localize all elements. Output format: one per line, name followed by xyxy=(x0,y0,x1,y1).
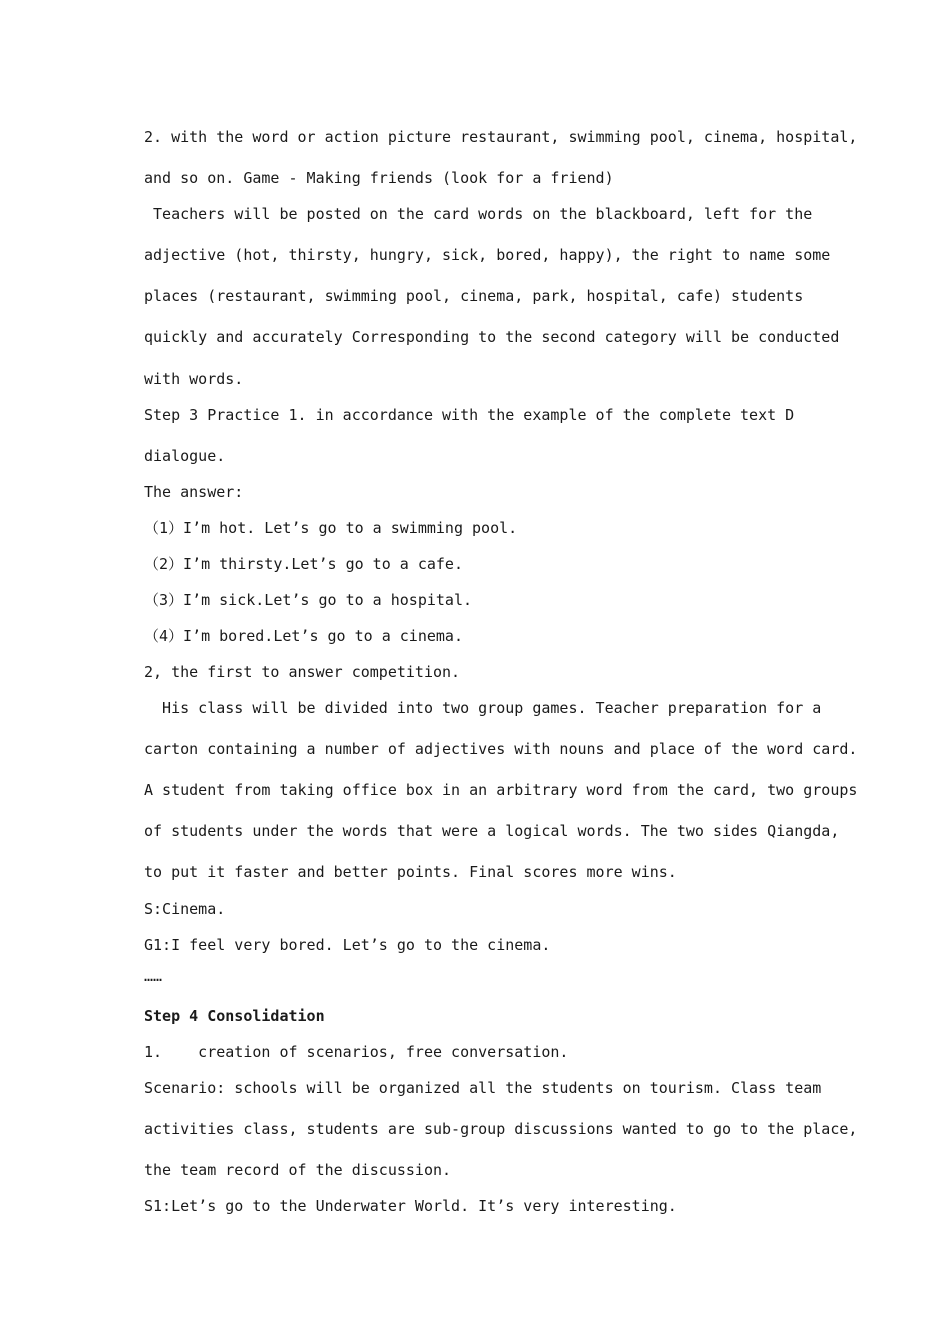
text-line: quickly and accurately Corresponding to the second category will be conducted xyxy=(144,328,840,346)
text-line: Scenario: schools will be organized all the students on tourism. Class team xyxy=(144,1079,822,1097)
text-line: with words. xyxy=(144,370,244,388)
text-line: His class will be divided into two group games. Teacher preparation for a xyxy=(144,699,822,717)
answer-item: （2）I’m thirsty.Let’s go to a cafe. xyxy=(144,555,463,573)
text-line: 2, the first to answer competition. xyxy=(144,663,461,681)
text-line: carton containing a number of adjectives with nouns and place of the word card. xyxy=(144,740,858,758)
text-line: adjective (hot, thirsty, hungry, sick, bored, happy), the right to name some xyxy=(144,246,831,264)
step-heading: Step 3 Practice 1. in accordance with the example of the complete text D xyxy=(144,406,795,424)
text-line: 1. creation of scenarios, free conversation. xyxy=(144,1043,569,1061)
text-line: to put it faster and better points. Final scores more wins. xyxy=(144,863,677,881)
dialogue-line: S:Cinema. xyxy=(144,900,226,918)
text-line: the team record of the discussion. xyxy=(144,1161,452,1179)
text-line: A student from taking office box in an arbitrary word from the card, two groups xyxy=(144,781,858,799)
text-line: 2. with the word or action picture restaurant, swimming pool, cinema, hospital, xyxy=(144,128,858,146)
answer-label: The answer: xyxy=(144,483,244,501)
dialogue-line: S1:Let’s go to the Underwater World. It’s very interesting. xyxy=(144,1197,677,1215)
text-line: activities class, students are sub-group discussions wanted to go to the place, xyxy=(144,1120,858,1138)
text-line: Teachers will be posted on the card words on the blackboard, left for the xyxy=(144,205,813,223)
section-heading: Step 4 Consolidation xyxy=(144,1007,325,1025)
answer-item: （3）I’m sick.Let’s go to a hospital. xyxy=(144,591,473,609)
answer-item: （4）I’m bored.Let’s go to a cinema. xyxy=(144,627,463,645)
text-line: and so on. Game - Making friends (look for a friend) xyxy=(144,169,614,187)
text-line: of students under the words that were a logical words. The two sides Qiangda, xyxy=(144,822,840,840)
text-line: dialogue. xyxy=(144,447,226,465)
text-line: places (restaurant, swimming pool, cinema, park, hospital, cafe) students xyxy=(144,287,804,305)
dialogue-line: G1:I feel very bored. Let’s go to the cinema. xyxy=(144,936,551,954)
answer-item: （1）I’m hot. Let’s go to a swimming pool. xyxy=(144,519,518,537)
ellipsis: …… xyxy=(144,967,163,985)
